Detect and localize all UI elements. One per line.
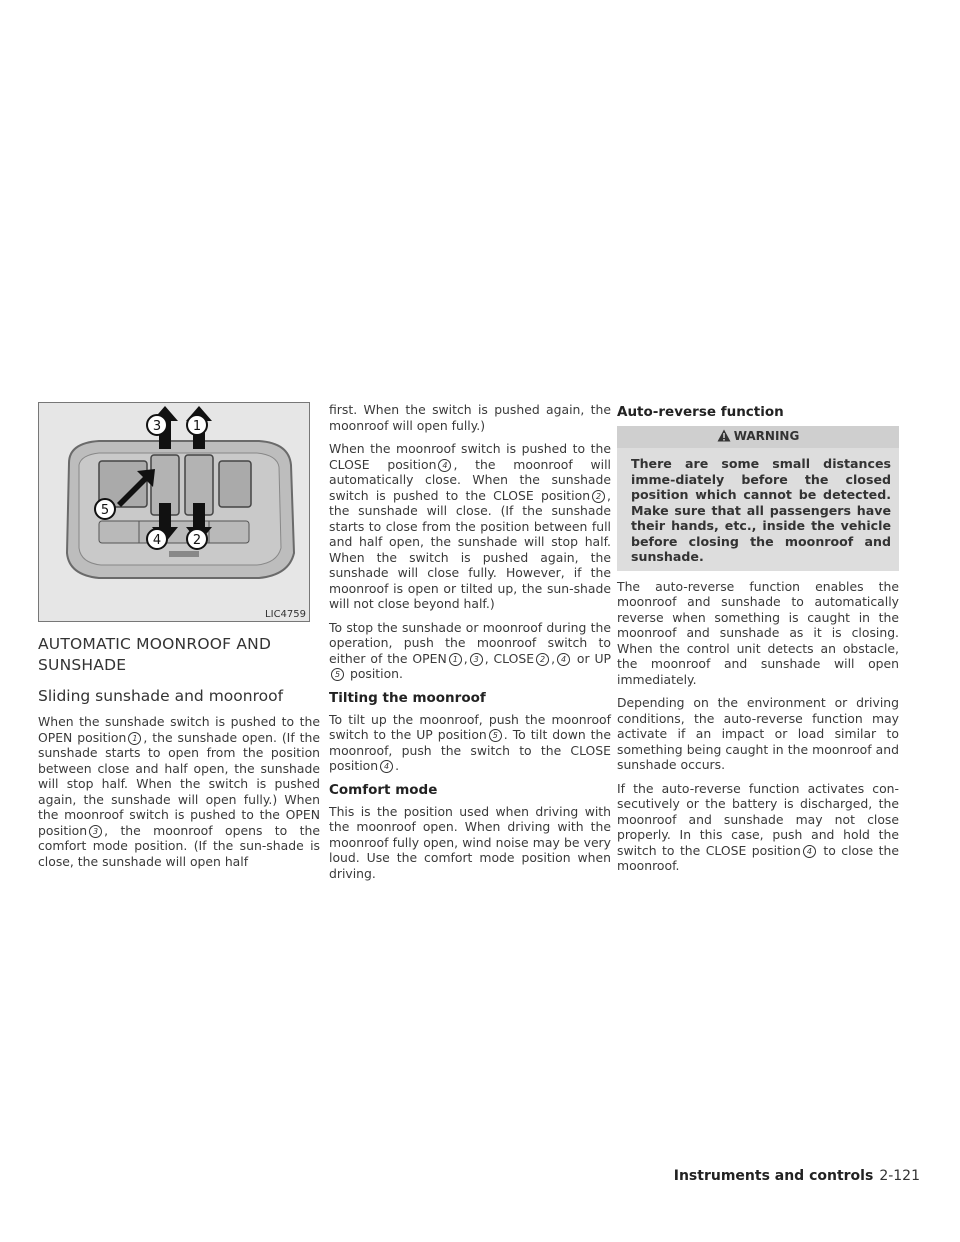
paragraph: To tilt up the moonroof, push the moonroof switch to the UP position 5 . To tilt down the moonroof, push the switch to the CLOSE position 4 . — [329, 711, 611, 773]
paragraph: When the sunshade switch is pushed to the OPEN position 1 , the sunshade open. (If the sunshade starts to open from the position between close and half open, the sunshade will stop half. When the switch is pushed again, the sunshade will open fully.) When the moonroof switch is pushed to the OPEN position 3 , the moonroof opens to the comfort mode position. (If the sun-shade is close, the sunshade will open half — [38, 714, 320, 869]
moonroof-switch-figure — [38, 402, 310, 622]
switch-illustration — [39, 403, 309, 621]
callout-2: 2 — [192, 533, 202, 548]
callout-3: 3 — [152, 419, 162, 434]
page-footer — [600, 1168, 920, 1184]
warning-icon — [717, 429, 731, 445]
column-1 — [38, 402, 320, 877]
warning-label: WARNING — [733, 429, 800, 443]
comfort-heading: Comfort mode — [329, 781, 438, 798]
warning-box — [617, 426, 899, 571]
column-3 — [617, 402, 899, 882]
warning-text: There are some small distances imme-diately before the closed position which cannot be detected. Make sure that all passengers have their hands, etc., inside the vehicle before closing the moonroof and sunshade. — [631, 456, 891, 564]
callout-1: 1 — [192, 419, 202, 434]
footer-section: Instruments and controls — [673, 1168, 874, 1184]
column-2 — [329, 402, 611, 889]
callout-5: 5 — [100, 503, 110, 518]
figure-label: LIC4759 — [265, 609, 306, 620]
paragraph: The auto-reverse function enables the moonroof and sunshade to automatically reverse when something is caught in the moonroof and sunshade as it is closing. When the control unit detects an obstacle, the moonroof and sunshade will open immediately. — [617, 578, 899, 687]
tilting-heading: Tilting the moonroof — [329, 689, 486, 706]
paragraph: This is the position used when driving with the moonroof open. When driving with the moonroof fully open, wind noise may be very loud. Use the comfort mode position when driving. — [329, 803, 611, 881]
subsection-title: Sliding sunshade and moonroof — [38, 687, 284, 705]
section-title: AUTOMATIC MOONROOF AND SUNSHADE — [38, 635, 272, 674]
auto-reverse-heading: Auto-reverse function — [617, 404, 784, 420]
paragraph: To stop the sunshade or moonroof during the operation, push the moonroof switch to either of the OPEN 1 , 3 , CLOSE 2 , 4 or UP5 position. — [329, 619, 611, 681]
callout-4: 4 — [152, 533, 162, 548]
paragraph: When the moonroof switch is pushed to the CLOSE position 4 , the moonroof will automatically close. When the sunshade switch is pushed to the CLOSE position 2 , the sunshade will close. (If the sunshade starts to close from the position between full and half open, the sunshade will stop half. When the switch is pushed again, the sunshade will close fully. However, if the moonroof is open or tilted up, the sun-shade will not close beyond half.) — [329, 441, 611, 611]
paragraph: If the auto-reverse function activates con-secutively or the battery is discharged, the moonroof and sunshade may not close properly. In this case, push and hold the switch to the CLOSE position 4 to close the moonroof. — [617, 780, 899, 873]
warning-header — [617, 426, 899, 448]
paragraph: Depending on the environment or driving conditions, the auto-reverse function may activate if an impact or load similar to something being caught in the moonroof and sunshade occurs. — [617, 695, 899, 772]
page-number: 2-121 — [879, 1168, 920, 1184]
paragraph: first. When the switch is pushed again, the moonroof will open fully.) — [329, 402, 611, 433]
